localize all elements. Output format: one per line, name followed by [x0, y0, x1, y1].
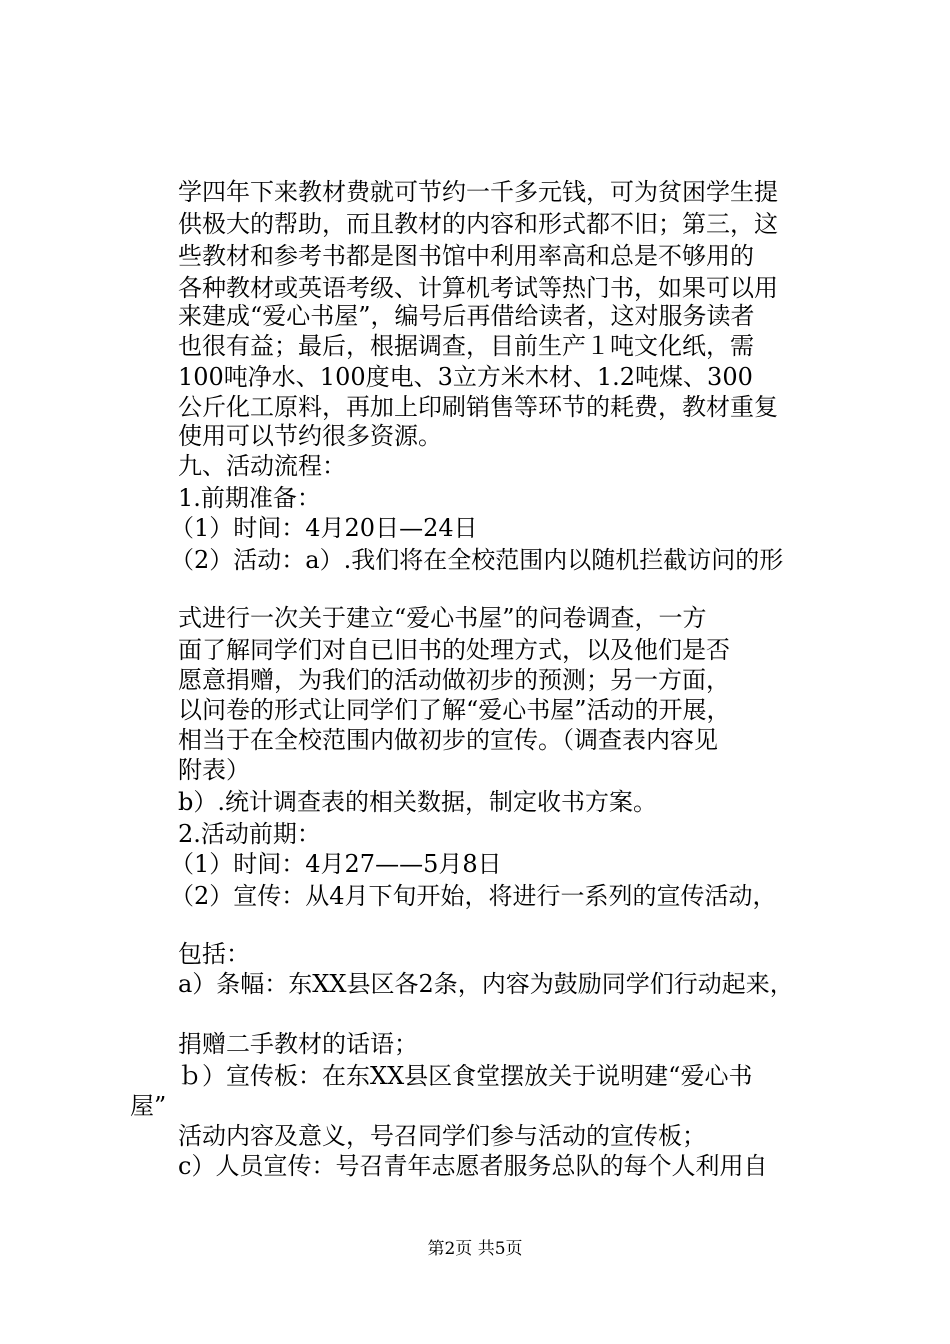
body-line-5: 来建成“爱心书屋”，编号后再借给读者，这对服务读者 — [178, 302, 755, 330]
body-line-2: 供极大的帮助，而且教材的内容和形式都不旧；第三，这 — [178, 210, 778, 238]
body-line-9: 使用可以节约很多资源。 — [178, 422, 442, 450]
body-line-15: 面了解同学们对自已旧书的处理方式，以及他们是否 — [178, 636, 730, 664]
body-line-4: 各种教材或英语考级、计算机考试等热门书，如果可以用 — [178, 274, 778, 302]
body-line-26: 捐赠二手教材的话语； — [178, 1030, 418, 1058]
body-line-20: b）.统计调查表的相关数据，制定收书方案。 — [178, 788, 657, 816]
body-line-7: 100吨净水、100度电、3立方米木材、1.2吨煤、300 — [178, 363, 753, 391]
subheading-preparation: 1.前期准备： — [178, 484, 321, 512]
body-line-1: 学四年下来教材费就可节约一千多元钱，可为贫困学生提 — [178, 178, 778, 206]
body-line-16: 愿意捐赠，为我们的活动做初步的预测；另一方面， — [178, 666, 730, 694]
body-line-14: 式进行一次关于建立“爱心书屋”的问卷调查，一方 — [178, 604, 707, 632]
body-line-23: （2）宣传：从4月下旬开始，将进行一系列的宣传活动， — [170, 882, 777, 910]
body-line-30: c）人员宣传：号召青年志愿者服务总队的每个人利用自 — [178, 1152, 768, 1180]
body-line-28: 屋” — [130, 1092, 167, 1120]
body-line-13: （2）活动：a）.我们将在全校范围内以随机拦截访问的形 — [170, 546, 784, 574]
body-line-12: （1）时间：4月20日—24日 — [170, 514, 478, 542]
body-line-25: a）条幅：东XX县区各2条，内容为鼓励同学们行动起来， — [178, 970, 794, 998]
body-line-6: 也很有益；最后，根据调查，目前生产１吨文化纸，需 — [178, 332, 754, 360]
page-number-footer: 第2页 共5页 — [427, 1239, 523, 1259]
subheading-activity-early: 2.活动前期： — [178, 820, 321, 848]
body-line-27: ｂ）宣传板：在东XX县区食堂摆放关于说明建“爱心书 — [178, 1062, 753, 1090]
section-heading-activity-process: 九、活动流程： — [178, 452, 346, 480]
body-line-29: 活动内容及意义，号召同学们参与活动的宣传板； — [178, 1122, 706, 1150]
body-line-3: 些教材和参考书都是图书馆中利用率高和总是不够用的 — [178, 242, 754, 270]
body-line-8: 公斤化工原料，再加上印刷销售等环节的耗费，教材重复 — [178, 393, 778, 421]
body-line-22: （1）时间：4月27——5月8日 — [170, 850, 502, 878]
body-line-19: 附表） — [178, 756, 250, 784]
body-line-17: 以问卷的形式让同学们了解“爱心书屋”活动的开展， — [178, 696, 731, 724]
body-line-18: 相当于在全校范围内做初步的宣传。（调查表内容见 — [178, 726, 718, 754]
body-line-24: 包括： — [178, 940, 250, 968]
